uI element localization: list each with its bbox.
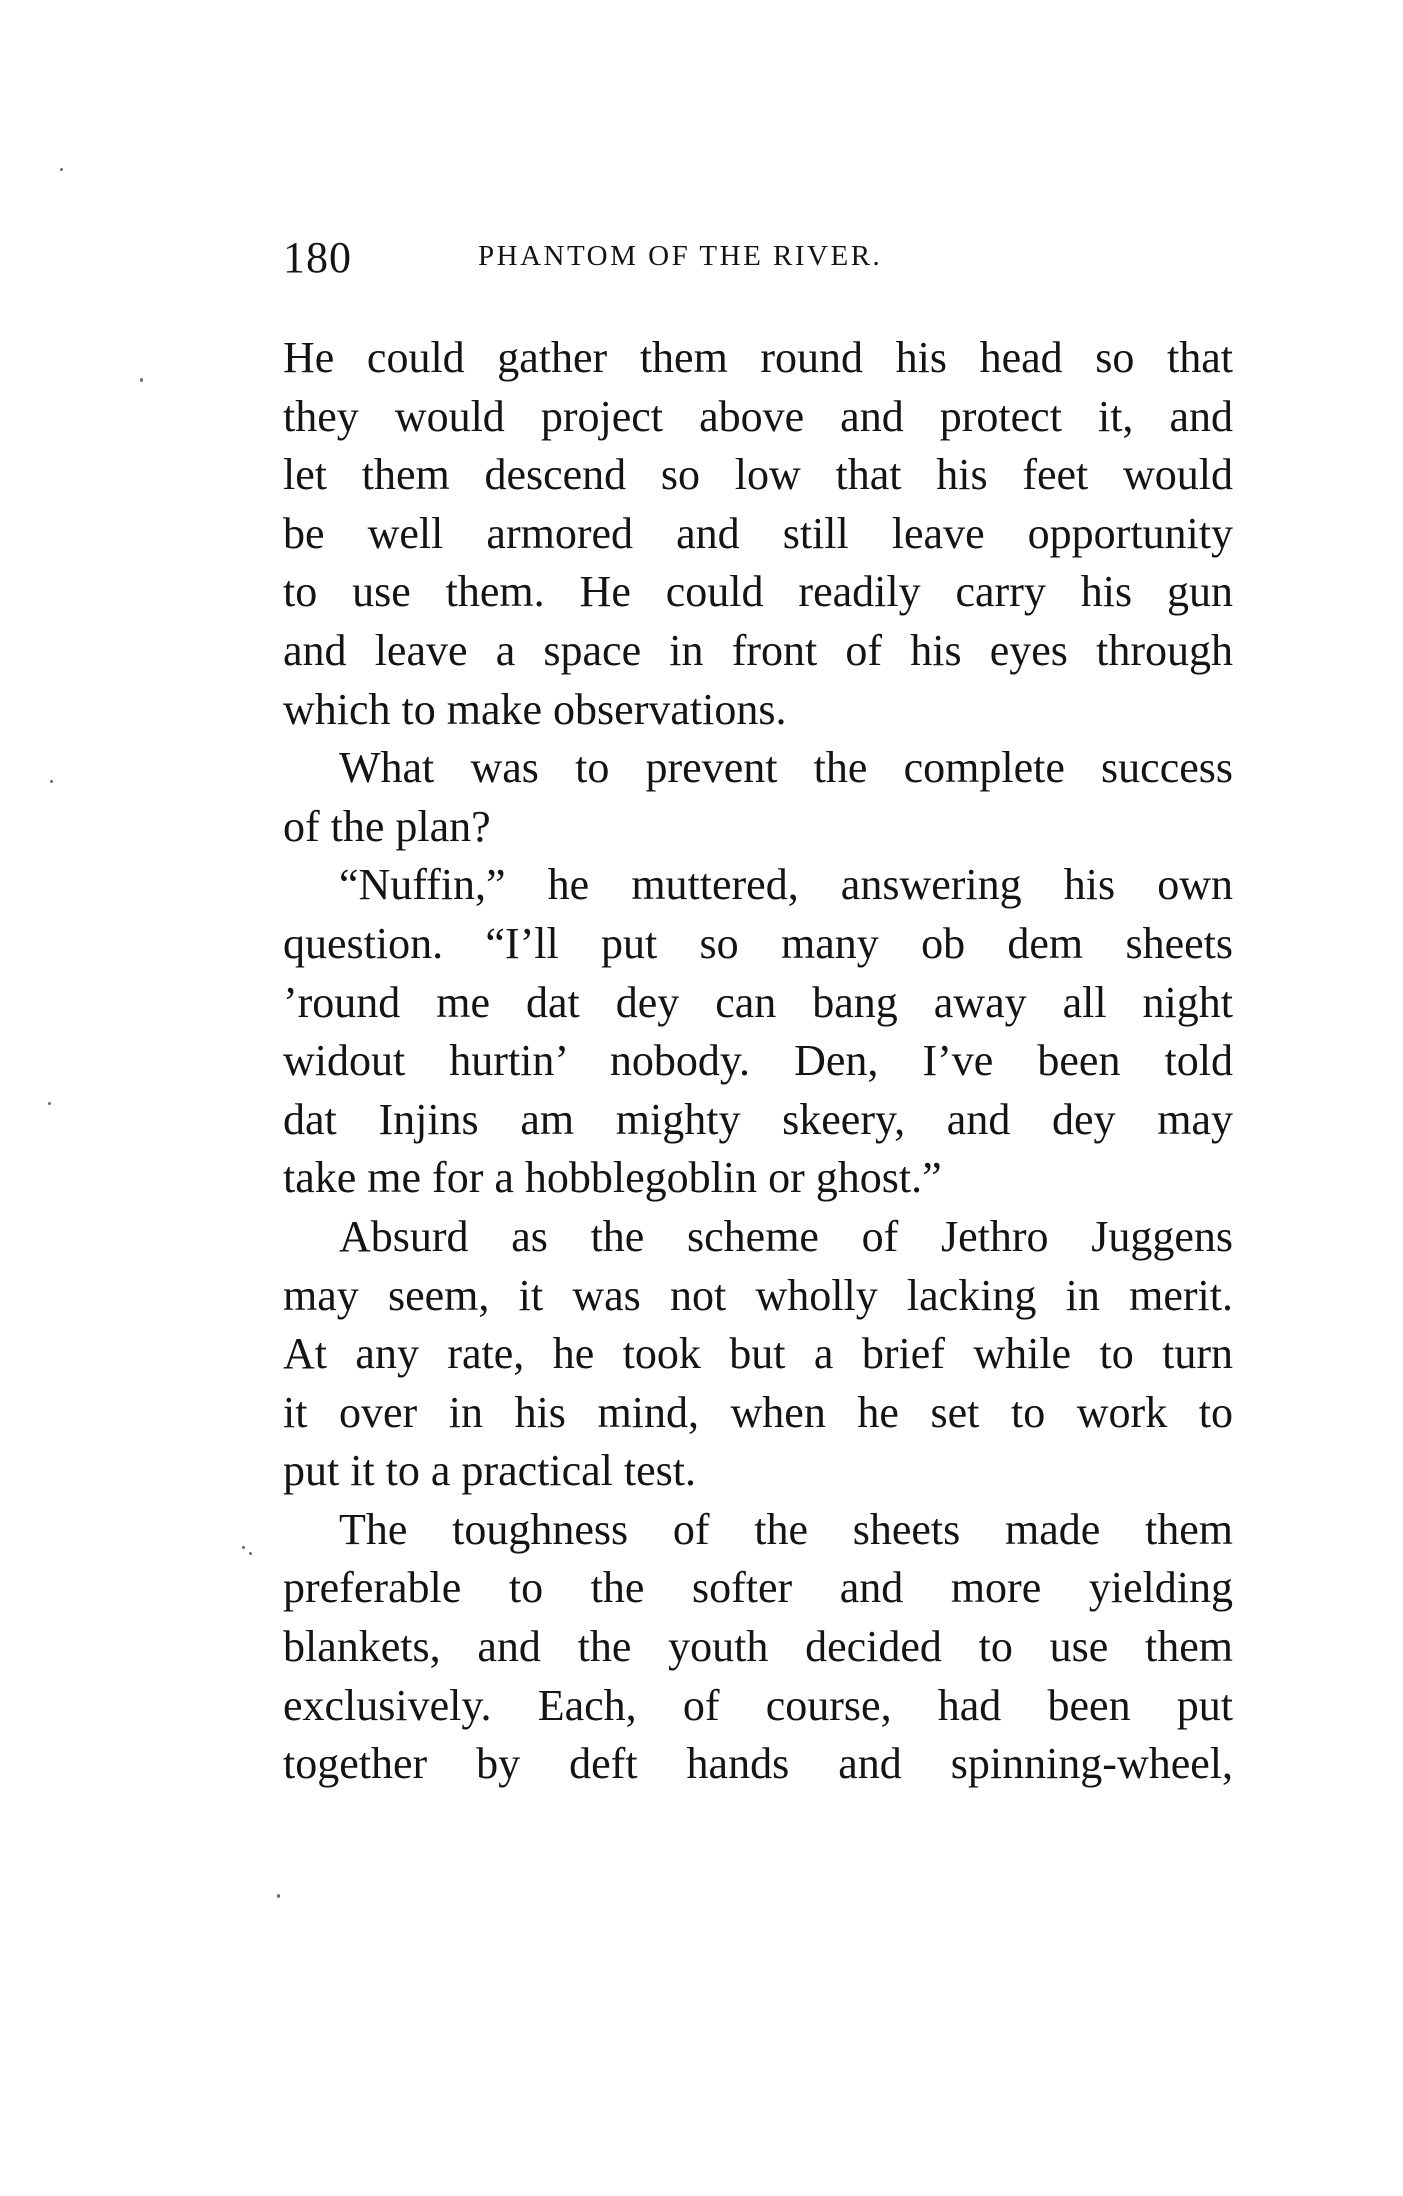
scan-speck	[50, 780, 53, 783]
text-line: to use them. He could readily carry his gun	[283, 567, 1233, 617]
text-line: Absurd as the scheme of Jethro Juggens	[339, 1211, 1233, 1261]
paragraph	[283, 329, 1233, 739]
scan-speck	[242, 1546, 245, 1549]
text-line: let them descend so low that his feet would	[283, 450, 1233, 500]
text-line: be well armored and still leave opportunity	[283, 508, 1233, 558]
body-text	[283, 329, 1233, 1794]
text-line: take me for a hobblegoblin or ghost.”	[283, 1153, 942, 1203]
text-line: and leave a space in front of his eyes through	[283, 625, 1233, 675]
text-line: widout hurtin’ nobody. Den, I’ve been told	[283, 1036, 1233, 1086]
paragraph	[283, 739, 1233, 856]
text-line: At any rate, he took but a brief while to turn	[283, 1329, 1233, 1379]
text-line: together by deft hands and spinning-wheel,	[283, 1739, 1233, 1789]
text-line: “Nuffin,” he muttered, answering his own	[339, 860, 1233, 910]
text-line: it over in his mind, when he set to work to	[283, 1387, 1233, 1437]
text-line: put it to a practical test.	[283, 1446, 696, 1496]
text-line: exclusively. Each, of course, had been put	[283, 1680, 1233, 1730]
text-line: He could gather them round his head so that	[283, 333, 1233, 382]
scan-speck	[277, 1894, 280, 1898]
scan-speck	[140, 378, 143, 382]
text-line: they would project above and protect it, and	[283, 391, 1233, 441]
scan-speck	[48, 1102, 51, 1105]
text-line: dat Injins am mighty skeery, and dey may	[283, 1094, 1233, 1144]
text-line: of the plan?	[283, 801, 491, 851]
text-line: ’round me dat dey can bang away all night	[283, 977, 1233, 1027]
text-line: What was to prevent the complete success	[339, 743, 1233, 793]
scan-speck	[249, 1552, 252, 1555]
paragraph	[283, 1208, 1233, 1501]
text-line: question. “I’ll put so many ob dem sheets	[283, 918, 1233, 968]
text-line: may seem, it was not wholly lacking in merit.	[283, 1270, 1233, 1320]
paragraph	[283, 856, 1233, 1208]
paragraph	[283, 1501, 1233, 1794]
text-line: blankets, and the youth decided to use them	[283, 1622, 1233, 1672]
running-title: PHANTOM OF THE RIVER.	[478, 240, 883, 272]
text-line: which to make observations.	[283, 684, 787, 734]
scan-speck	[60, 168, 63, 171]
text-line: The toughness of the sheets made them	[339, 1504, 1233, 1554]
running-head	[283, 226, 1228, 286]
page-number: 180	[283, 233, 352, 282]
text-line: preferable to the softer and more yielding	[283, 1563, 1233, 1613]
